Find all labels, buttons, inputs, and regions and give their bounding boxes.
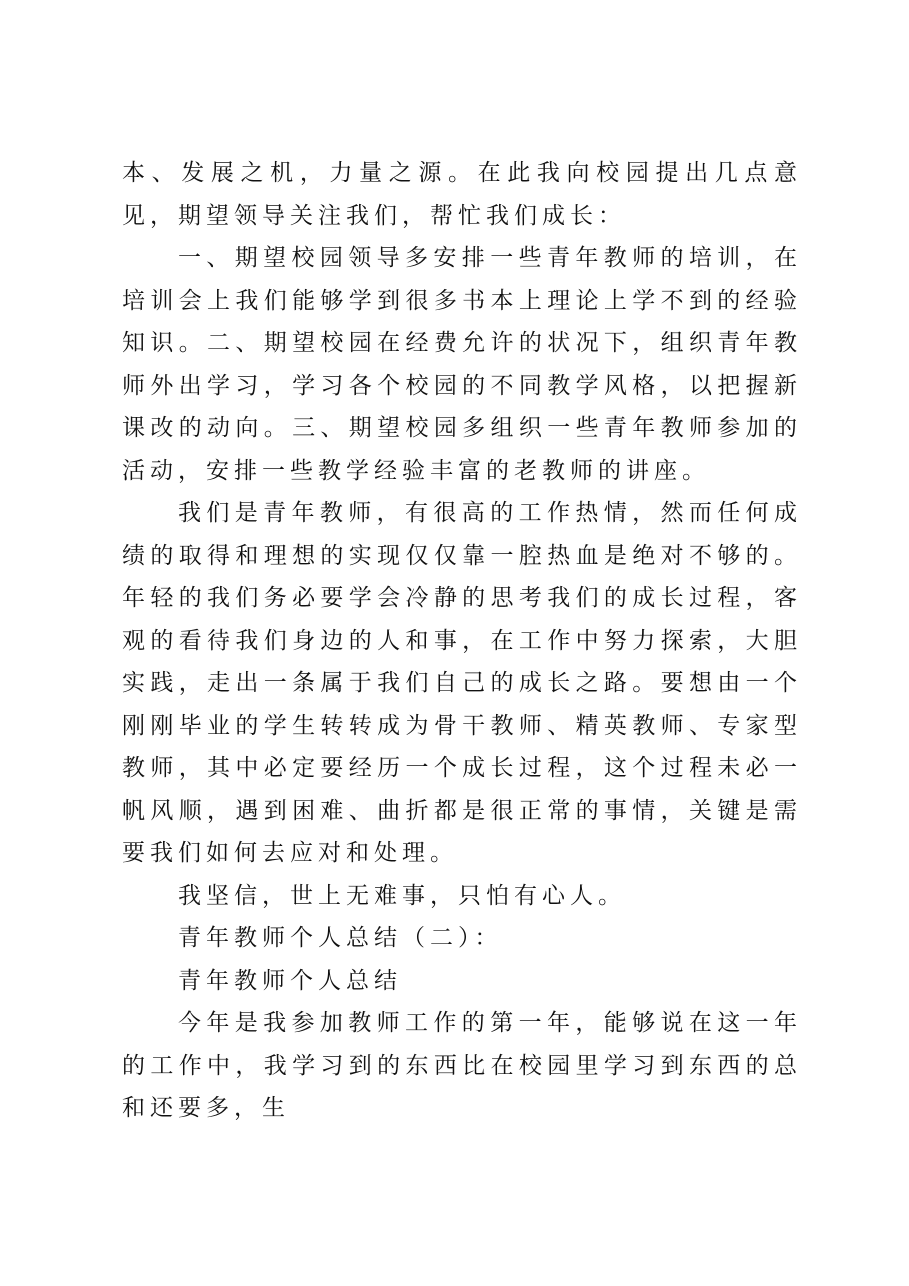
document-body <box>122 152 802 1130</box>
paragraph-young-teachers: 我们是青年教师，有很高的工作热情，然而任何成绩的取得和理想的实现仅仅靠一腔热血是绝对不够的。年轻的我们务必要学会冷静的思考我们的成长过程，客观的看待我们身边的人和事，在工作中努力探索，大胆实践，走出一条属于我们自己的成长之路。要想由一个刚刚毕业的学生转转成为骨干教师、精英教师、专家型教师，其中必定要经历一个成长过程，这个过程未必一帆风顺，遇到困难、曲折都是很正常的事情，关键是需要我们如何去应对和处理。 <box>122 500 802 866</box>
paragraph-first-year: 今年是我参加教师工作的第一年，能够说在这一年的工作中，我学习到的东西比在校园里学习到东西的总和还要多，生 <box>122 1010 802 1121</box>
section-heading-summary-two: 青年教师个人总结（二）： <box>178 925 503 951</box>
section-title: 青年教师个人总结 <box>178 967 402 994</box>
paragraph-belief: 我坚信，世上无难事，只怕有心人。 <box>178 882 626 909</box>
paragraph-suggestions: 一、期望校园领导多安排一些青年教师的培训，在培训会上我们能够学到很多书本上理论上学不到的经验知识。二、期望校园在经费允许的状况下，组织青年教师外出学习，学习各个校园的不同教学风格，以把握新课改的动向。三、期望校园多组织一些青年教师参加的活动，安排一些教学经验丰富的老教师的讲座。 <box>122 245 802 484</box>
paragraph-continuation: 本、发展之机，力量之源。在此我向校园提出几点意见，期望领导关注我们，帮忙我们成长： <box>122 160 802 229</box>
